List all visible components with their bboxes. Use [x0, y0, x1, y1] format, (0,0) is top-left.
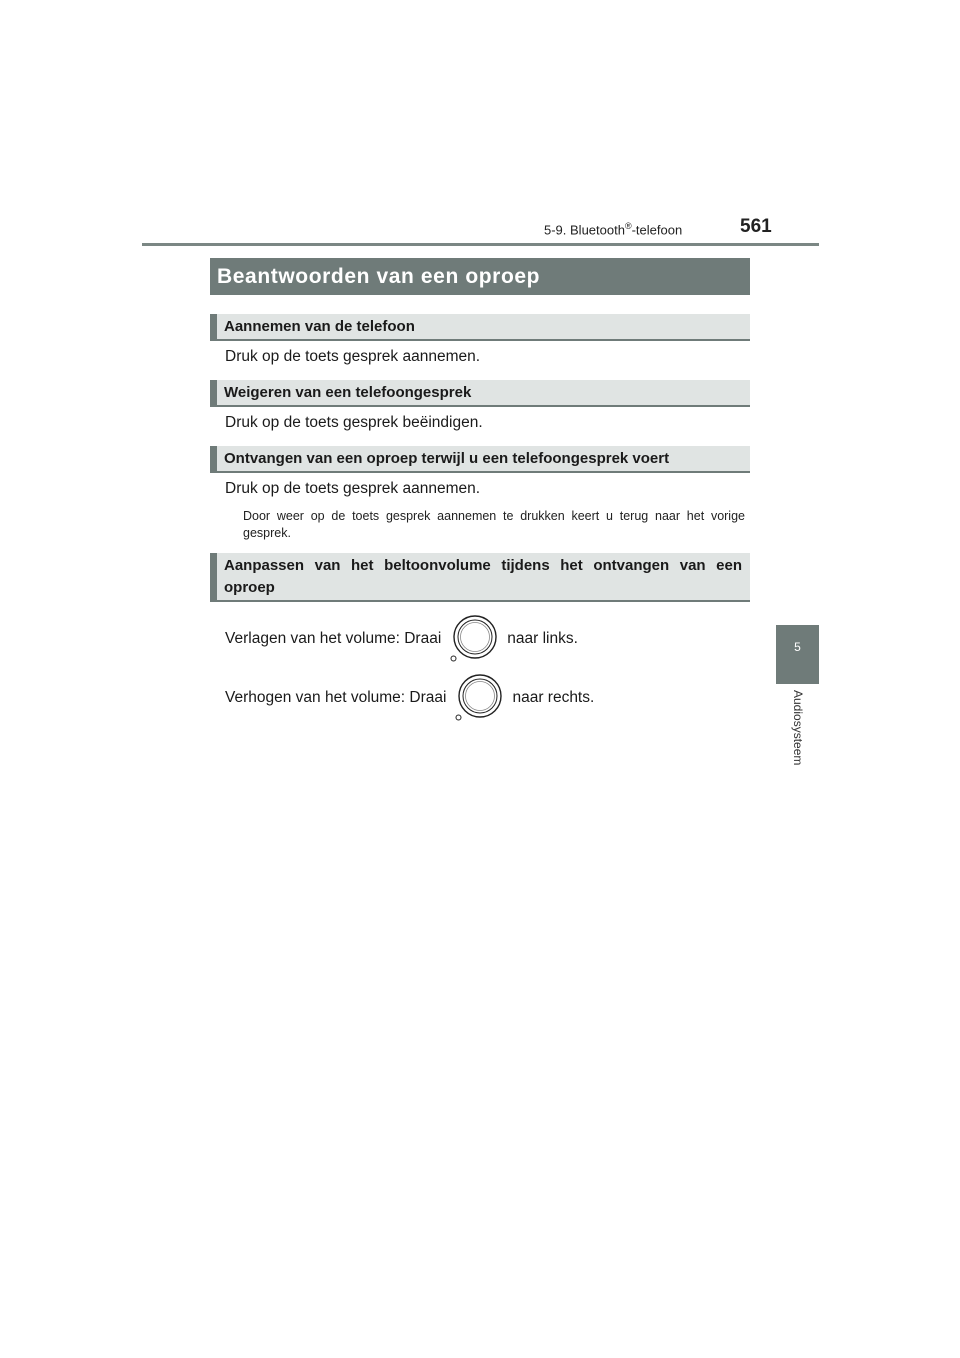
volume-decrease-prefix: Verlagen van het volume: Draai — [225, 630, 442, 647]
section-title: Beantwoorden van een oproep — [210, 258, 750, 295]
subheading-reject-call: Weigeren van een telefoongesprek — [210, 380, 750, 407]
volume-decrease-suffix: naar links. — [507, 630, 578, 647]
subheading-answer-call: Aannemen van de telefoon — [210, 314, 750, 341]
instruction-call-waiting: Druk op de toets gesprek aannemen. — [225, 480, 481, 497]
note-call-waiting: Door weer op de toets gesprek aannemen te drukken keert u terug naar het vorige gesprek. — [243, 509, 745, 540]
rotary-knob-icon — [454, 673, 504, 723]
volume-increase-suffix: naar rechts. — [512, 689, 595, 706]
volume-decrease-line — [225, 614, 578, 664]
rotary-knob-icon — [449, 614, 499, 664]
volume-increase-prefix: Verhogen van het volume: Draai — [225, 689, 447, 706]
subheading-ringtone-volume: Aanpassen van het beltoonvolume tijdens het ontvangen van een oproep — [210, 553, 750, 602]
instruction-answer-call: Druk op de toets gesprek aannemen. — [225, 348, 481, 365]
subheading-call-waiting: Ontvangen van een oproep terwijl u een telefoongesprek voert — [210, 446, 750, 473]
chapter-tab-label: Audiosysteem — [791, 690, 805, 766]
instruction-reject-call: Druk op de toets gesprek beëindigen. — [225, 414, 483, 431]
page-number: 561 — [740, 216, 772, 237]
volume-increase-line — [225, 673, 594, 723]
header-divider — [142, 243, 819, 246]
chapter-tab: 5 — [776, 625, 819, 684]
chapter-title: 5-9. Bluetooth®-telefoon — [544, 221, 683, 238]
